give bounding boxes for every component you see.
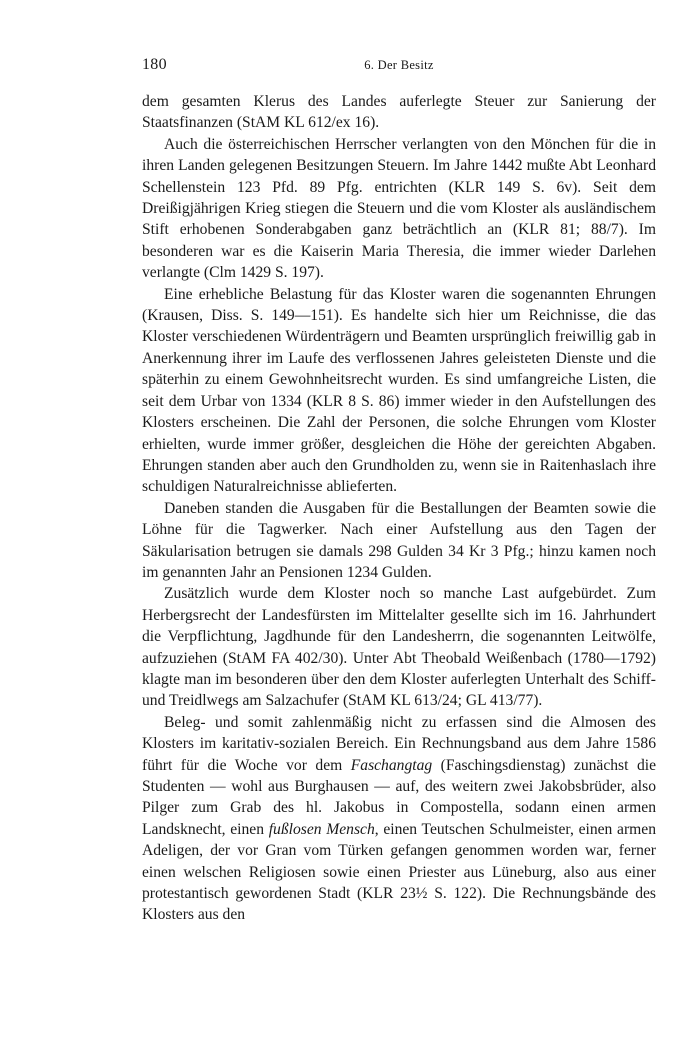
paragraph	[142, 498, 656, 584]
body-text	[142, 91, 656, 926]
running-title: 6. Der Besitz	[364, 58, 434, 72]
italic-term: Faschangtag	[350, 756, 433, 774]
paragraph	[142, 134, 656, 284]
text-run: (Faschingsdienstag) zunächst die Studenten — wohl aus Burghausen — auf, des weitern zwei Jakobsbrüder, also Pilger zum Grab des hl. Jakobus in Compostella, sodann einen armen Landsknecht, einen	[142, 756, 656, 838]
text-run: Zusätzlich wurde dem Kloster noch so manche Last aufgebürdet. Zum Herbergsrecht der Landesfürsten im Mittelalter gesellte sich im 16. Jahrhundert die Verpflichtung, Jagdhunde für den Landesherrn, die sogenannten Leitwölfe, aufzuziehen (StAM FA 402/30). Unter Abt Theobald Weißenbach (1780—1792) klagte man im besonderen über den dem Kloster auferlegten Unterhalt des Schiff- und Treidlwegs am Salzachufer (StAM KL 613/24; GL 413/77).	[142, 585, 656, 710]
text-run: , einen Teutschen Schulmeister, einen armen Adeligen, der vor Gran vom Türken gefangen genommen worden war, ferner einen welschen Religiosen sowie einen Priester aus Lüneburg, also aus einer protestantisch gewordenen Stadt (KLR 23½ S. 122). Die Rechnungsbände des Klosters aus den	[142, 820, 656, 924]
page-number: 180	[142, 56, 167, 73]
running-header	[142, 56, 656, 78]
text-run: Auch die österreichischen Herrscher verlangten von den Mönchen für die in ihren Landen gelegenen Besitzungen Steuern. Im Jahre 1442 mußte Abt Leonhard Schellenstein 123 Pfd. 89 Pfg. entrichten (KLR 149 S. 6v). Seit dem Dreißigjährigen Krieg stiegen die Steuern und die vom Kloster als ausländischem Stift erhobenen Sonderabgaben ganz beträchtlich an (KLR 81; 88/7). Im besonderen war es die Kaiserin Maria Theresia, die immer wieder Darlehen verlangte (Clm 1429 S. 197).	[142, 135, 656, 282]
paragraph	[142, 91, 656, 134]
paragraph	[142, 583, 656, 711]
document-page	[142, 56, 656, 926]
text-run: dem gesamten Klerus des Landes auferlegte Steuer zur Sanierung der Staatsfinanzen (StAM KL 612/ex 16).	[142, 93, 656, 132]
text-run: Eine erhebliche Belastung für das Kloster waren die sogenannten Ehrungen (Krausen, Diss. S. 149—151). Es handelte sich hier um Reichnisse, die das Kloster verschiedenen Würdenträgern und Beamten ursprünglich freiwillig gab in Anerkennung ihrer im Laufe des verflossenen Jahres geleisteten Dienste und die späterhin zu einem Gewohnheitsrecht wurden. Es sind umfangreiche Listen, die seit dem Urbar von 1334 (KLR 8 S. 86) immer wieder in den Aufstellungen des Klosters erscheinen. Die Zahl der Personen, die solche Ehrungen vom Kloster erhielten, wurde immer größer, desgleichen die Höhe der gereichten Abgaben. Ehrungen standen aber auch den Grundholden zu, wenn sie in Raitenhaslach ihre schuldigen Naturalreichnisse ablieferten.	[142, 285, 656, 496]
paragraph	[142, 284, 656, 498]
paragraph	[142, 712, 656, 926]
text-run: Beleg- und somit zahlenmäßig nicht zu erfassen sind die Almosen des Klosters im karitativ-sozialen Bereich. Ein Rechnungsband aus dem Jahre 1586 führt für die Woche vor dem	[142, 713, 656, 774]
italic-term: fußlosen Mensch	[268, 820, 375, 838]
text-run: Daneben standen die Ausgaben für die Bestallungen der Beamten sowie die Löhne für die Tagwerker. Nach einer Aufstellung aus den Tagen der Säkularisation betrugen sie damals 298 Gulden 34 Kr 3 Pfg.; hinzu kamen noch im genannten Jahr an Pensionen 1234 Gulden.	[142, 499, 656, 581]
